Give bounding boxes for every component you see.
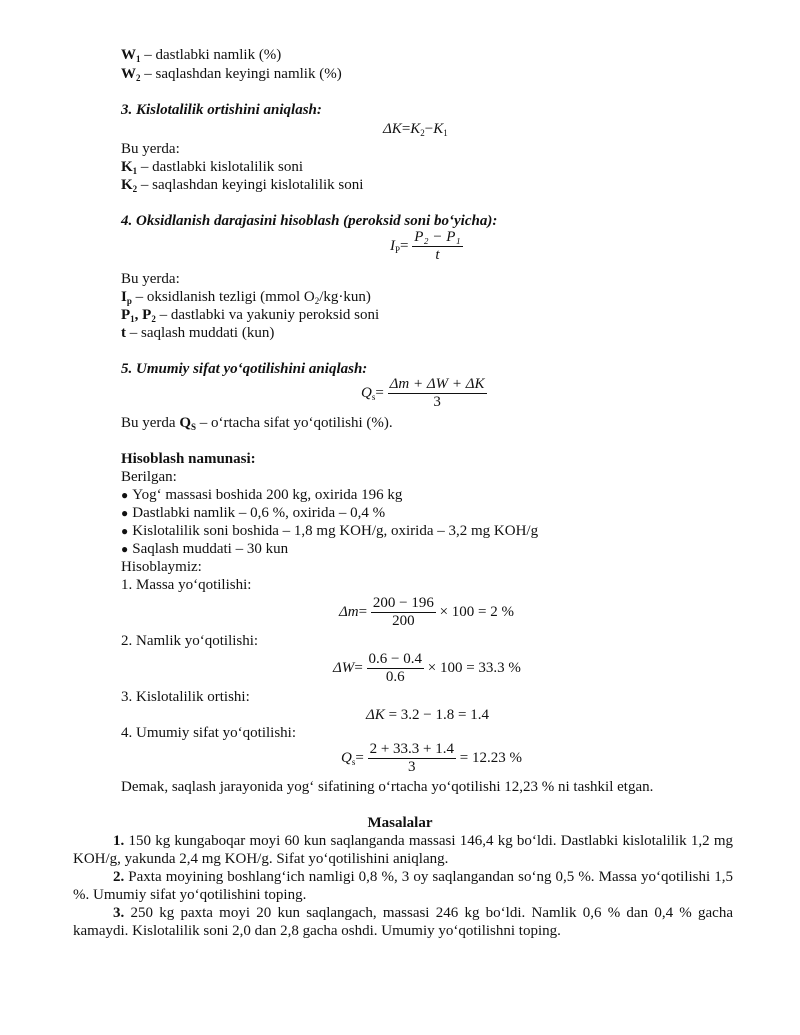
- bullet-item: [121, 504, 385, 522]
- def-text: – saqlash muddati (kun): [126, 325, 275, 341]
- formula-lhs-sub: P: [395, 244, 401, 255]
- fraction-numerator: 200 − 196: [372, 595, 434, 611]
- formula-lhs-sub: s: [371, 391, 376, 402]
- formula-fraction: [368, 741, 456, 776]
- formula-step-3: [366, 706, 489, 724]
- calc-label: Hisoblaymiz:: [121, 559, 202, 575]
- formula-term-a: K: [410, 121, 421, 137]
- bullet-item: [121, 540, 288, 558]
- fraction-denominator: 3: [433, 394, 441, 410]
- problems-title: Masalalar: [367, 815, 433, 831]
- formula-minus: −: [424, 121, 434, 137]
- bullet-text: Yog‘ massasi boshida 200 kg, oxirida 196 kg: [132, 487, 403, 503]
- def-k1: [121, 158, 303, 176]
- formula-fraction: [412, 229, 462, 264]
- def-symbol: W: [121, 66, 136, 82]
- bullet-item: [121, 486, 402, 504]
- conclusion: Demak, saqlash jarayonida yog‘ sifatining o‘rtacha yo‘qotilishi 12,23 % ni tashkil etgan.: [121, 779, 654, 795]
- def-symbol: P: [142, 307, 152, 323]
- desc-prefix: Bu yerda: [121, 415, 180, 431]
- def-p1-p2: [121, 306, 379, 324]
- formula-eq: =: [375, 384, 384, 401]
- def-k2: [121, 176, 363, 194]
- bullet-text: Dastlabki namlik – 0,6 %, oxirida – 0,4 %: [132, 505, 386, 521]
- formula-rest: = 12.23 %: [456, 749, 522, 766]
- def-text: – dastlabki kislotalilik soni: [137, 159, 303, 175]
- section-3-heading: 3. Kislotalilik ortishini aniqlash:: [121, 102, 322, 118]
- def-text: – dastlabki namlik (%): [140, 47, 282, 63]
- formula-lhs: I: [390, 237, 395, 254]
- def-text-unit: /kg·kun): [319, 289, 371, 305]
- def-subscript: 2: [132, 184, 138, 194]
- bullet-icon: ●: [121, 506, 129, 520]
- formula-fraction: [367, 651, 424, 686]
- formula-step-2: ΔW= $\frac{0.6 - 0.4}{0.6}$ × 100 = 33.3 %: [333, 651, 521, 685]
- formula-term-b-sub: 1: [443, 128, 448, 138]
- problem-3: [73, 904, 733, 940]
- def-separator: ,: [134, 307, 143, 323]
- formula-lhs: ΔW: [333, 659, 355, 676]
- bullet-icon: ●: [121, 542, 129, 556]
- def-w1: [121, 46, 281, 64]
- formula-lhs: ΔK: [366, 707, 385, 723]
- desc-text: – o‘rtacha sifat yo‘qotilishi (%).: [196, 415, 393, 431]
- bullet-text: Saqlash muddati – 30 kun: [132, 541, 289, 557]
- formula-ip: [390, 229, 463, 264]
- given-label: Berilgan:: [121, 469, 177, 485]
- fraction-numerator: 0.6 − 0.4: [368, 651, 422, 667]
- formula-term-b: K: [433, 121, 444, 137]
- def-symbol: K: [121, 177, 133, 193]
- def-subscript: 1: [136, 54, 141, 64]
- step-2-label: 2. Namlik yo‘qotilishi:: [121, 633, 259, 649]
- def-subscript: 1: [130, 314, 135, 324]
- bullet-text: Kislotalilik soni boshida – 1,8 mg KOH/g, oxirida – 3,2 mg KOH/g: [132, 523, 539, 539]
- def-subscript: 1: [132, 166, 138, 176]
- step-3-label: 3. Kislotalilik ortishi:: [121, 689, 250, 705]
- formula-rest: = 3.2 − 1.8 = 1.4: [384, 707, 489, 723]
- step-1-label: 1. Massa yo‘qotilishi:: [121, 577, 252, 593]
- def-symbol: W: [121, 47, 136, 63]
- def-subscript: p: [126, 296, 132, 306]
- bullet-icon: ●: [121, 488, 129, 502]
- problem-text: Paxta moyining boshlang‘ich namligi 0,8 %, 3 oy saqlangandan so‘ng 0,5 %. Massa yo‘qotilishi 1,5 %. Umumiy sifat yo‘qotilishini toping.: [73, 869, 733, 903]
- formula-rest: × 100 = 2 %: [435, 603, 514, 620]
- formula-qs: [361, 376, 487, 411]
- def-symbol: K: [121, 159, 133, 175]
- def-symbol: t: [121, 325, 126, 341]
- fraction-denominator: t: [435, 247, 440, 263]
- formula-step-4: $Q_s=$ $\frac{2 + 33.3 + 1.4}{3}$ = 12.23 %: [341, 741, 522, 775]
- problem-number: 3.: [113, 905, 125, 921]
- section-4-heading: 4. Oksidlanish darajasini hisoblash (peroksid soni bo‘yicha):: [121, 213, 498, 229]
- def-subscript: 2: [136, 73, 141, 83]
- fraction-numerator: Δm + ΔW + ΔK: [389, 376, 485, 392]
- def-t: [121, 324, 274, 342]
- formula-lhs: Δm: [339, 603, 359, 620]
- def-text: – dastlabki va yakuniy peroksid soni: [155, 307, 380, 323]
- desc-subscript: S: [191, 422, 197, 432]
- fraction-numerator: P₂ − P₁: [414, 229, 461, 245]
- formula-step-1: Δm= $\frac{200 - 196}{200}$ × 100 = 2 %: [339, 595, 514, 629]
- def-w2: [121, 65, 342, 83]
- fraction-denominator: 200: [392, 613, 415, 629]
- fraction-numerator: 2 + 33.3 + 1.4: [369, 741, 454, 757]
- problem-number: 2.: [113, 869, 125, 885]
- oxygen-subscript: 2: [314, 296, 320, 306]
- def-subscript: 2: [151, 314, 156, 324]
- qs-description: [121, 414, 393, 432]
- def-text: – saqlashdan keyingi kislotalilik soni: [137, 177, 364, 193]
- formula-delta-k: [383, 120, 448, 138]
- example-heading: Hisoblash namunasi:: [121, 451, 256, 467]
- problem-text: 150 kg kungaboqar moyi 60 kun saqlanganda massasi 146,4 kg bo‘ldi. Dastlabki kislotalilik 1,2 mg KOH/g, yakunda 2,4 mg KOH/g. Sifat yo‘qotilishini aniqlang.: [73, 833, 733, 867]
- fraction-denominator: 3: [408, 759, 416, 775]
- formula-rest: × 100 = 33.3 %: [424, 659, 521, 676]
- def-symbol: P: [121, 307, 131, 323]
- def-text: – saqlashdan keyingi namlik (%): [140, 66, 342, 82]
- formula-eq: =: [401, 121, 411, 137]
- desc-symbol: Q: [179, 415, 191, 431]
- formula-lhs-sub: s: [351, 756, 356, 767]
- bullet-item: [121, 522, 538, 540]
- problem-2: [73, 868, 733, 904]
- def-text: – oksidlanish tezligi (mmol O: [131, 289, 315, 305]
- bu-yerda-label: Bu yerda:: [121, 271, 180, 287]
- def-ip: [121, 288, 371, 306]
- formula-fraction: [371, 595, 436, 630]
- formula-lhs: Q: [341, 749, 352, 766]
- step-4-label: 4. Umumiy sifat yo‘qotilishi:: [121, 725, 296, 741]
- problem-number: 1.: [113, 833, 125, 849]
- fraction-denominator: 0.6: [385, 669, 405, 685]
- formula-term-a-sub: 2: [420, 128, 425, 138]
- problem-text: 250 kg paxta moyi 20 kun saqlangach, massasi 246 kg bo‘ldi. Namlik 0,6 % dan 0,4 % gacha kamaydi. Kislotalilik soni 2,0 dan 2,8 gacha oshdi. Umumiy yo‘qotilishni toping.: [73, 905, 733, 939]
- def-symbol: I: [121, 289, 127, 305]
- formula-eq: =: [400, 237, 409, 254]
- section-5-heading: 5. Umumiy sifat yo‘qotilishini aniqlash:: [121, 361, 368, 377]
- formula-lhs: Q: [361, 384, 372, 401]
- formula-fraction: [388, 376, 487, 411]
- formula-lhs: ΔK: [383, 121, 402, 137]
- problem-1: [73, 832, 733, 868]
- bu-yerda-label: Bu yerda:: [121, 141, 180, 157]
- bullet-icon: ●: [121, 524, 129, 538]
